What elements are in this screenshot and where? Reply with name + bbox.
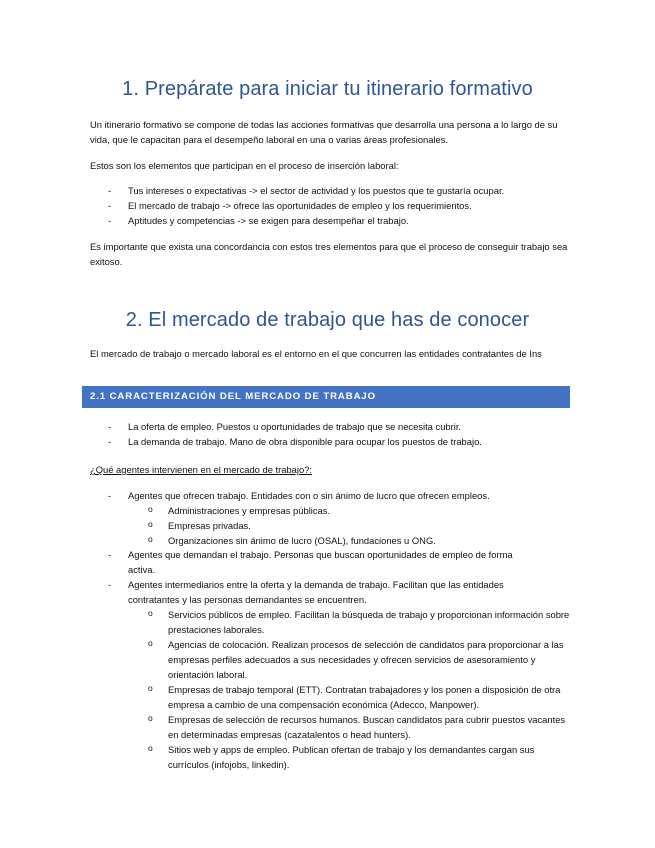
list-item: o Administraciones y empresas públicas. [90, 503, 570, 518]
list-item: - Tus intereses o expectativas -> el sector de actividad y los puestos que te gustaría ocupar. [90, 183, 570, 198]
agents-list-cont [90, 547, 520, 577]
section-2-title: 2. El mercado de trabajo que has de conocer [125, 309, 530, 331]
subheading-characterization: 2.1 CARACTERIZACIÓN DEL MERCADO DE TRABAJO [82, 386, 570, 408]
characterization-list [90, 419, 570, 449]
list-item: o Empresas de trabajo temporal (ETT). Contratan trabajadores y los ponen a disposición de otra empresa a cambio de una compensación económica (Adecco, Manpower). [90, 682, 570, 712]
elements-lead: Estos son los elementos que participan en el proceso de inserción laboral: [90, 160, 399, 171]
list-item: - El mercado de trabajo -> ofrece las oportunidades de empleo y los requerimientos. [90, 198, 570, 213]
list-item: - La demanda de trabajo. Mano de obra disponible para ocupar los puestos de trabajo. [90, 434, 570, 449]
list-item: o Agencias de colocación. Realizan procesos de selección de candidatos para proporcionar a las empresas perfiles adecuados a sus necesidades y ofrecen servicios de asesoramiento y orientación laboral. [90, 637, 570, 682]
list-item: - Aptitudes y competencias -> se exigen para desempeñar el trabajo. [90, 213, 570, 228]
agent-intermediary: - Agentes intermediarios entre la oferta y la demanda de trabajo. Facilitan que las entidades contratantes y las personas demandantes se encuentren. [90, 577, 530, 607]
agents-list-cont-2 [90, 577, 530, 607]
section-1-intro: Un itinerario formativo se compone de todas las acciones formativas que desarrolla una persona a lo largo de su vida, que le capacitan para el desempeño laboral en una o varias áreas profesionales. [90, 119, 558, 145]
agents-question: ¿Qué agentes intervienen en el mercado de trabajo?: [90, 464, 313, 475]
section-1-conclusion: Es importante que exista una concordancia con estos tres elementos para que el proceso de conseguir trabajo sea exitoso. [90, 241, 568, 267]
section-1-title: 1. Prepárate para iniciar tu itinerario formativo [122, 78, 533, 100]
list-item: o Empresas privadas. [90, 518, 570, 533]
list-item: - La oferta de empleo. Puestos u oportunidades de trabajo que se necesita cubrir. [90, 419, 570, 434]
list-item: o Organizaciones sin ánimo de lucro (OSAL), fundaciones u ONG. [90, 533, 570, 548]
agent-intermediary-sublist [90, 607, 570, 772]
list-item: o Sitios web y apps de empleo. Publican ofertan de trabajo y los demandantes cargan sus currículos (infojobs, linkedin). [90, 742, 570, 772]
elements-list [90, 183, 570, 228]
agents-list [90, 488, 570, 503]
section-2-intro: El mercado de trabajo o mercado laboral es el entorno en el que concurren las entidades contratantes de Ins [90, 348, 542, 359]
agent-offer: - Agentes que ofrecen trabajo. Entidades con o sin ánimo de lucro que ofrecen empleos. [90, 488, 570, 503]
agent-demand: - Agentes que demandan el trabajo. Personas que buscan oportunidades de empleo de forma activa. [90, 547, 520, 577]
list-item: o Servicios públicos de empleo. Facilitan la búsqueda de trabajo y proporcionan información sobre prestaciones laborales. [90, 607, 570, 637]
list-item: o Empresas de selección de recursos humanos. Buscan candidatos para cubrir puestos vacantes en determinadas empresas (cazatalentos o head hunters). [90, 712, 570, 742]
agent-offer-sublist [90, 503, 570, 548]
